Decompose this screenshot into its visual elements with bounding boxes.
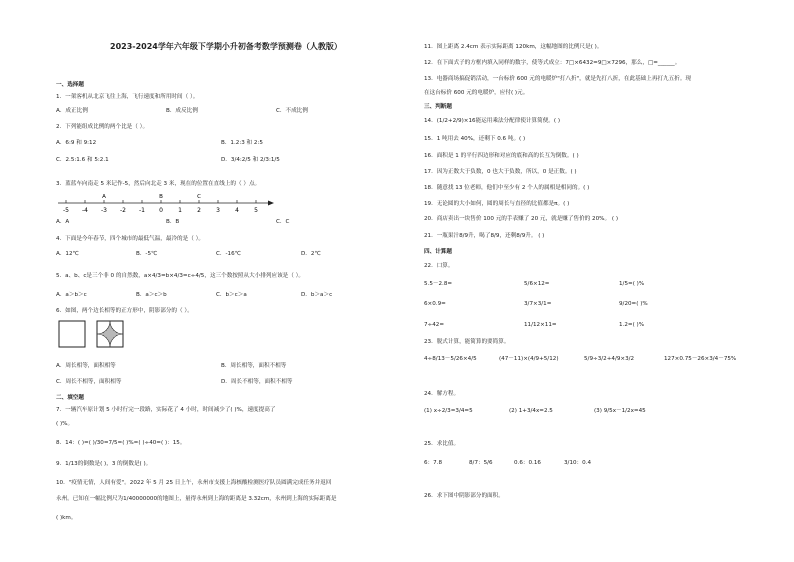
option-4d: D．2℃ [301,251,321,257]
oral-1-3: 1/5=( )% [619,281,645,287]
option-2c: C．2.5:1.6 和 5:2.1 [56,157,109,163]
question-22: 22．口算。 [424,263,454,269]
option-5c: C．b＞c＞a [216,292,247,298]
option-1b: B．成反比例 [166,108,198,114]
question-17: 17．因为正数大于负数，0 也大于负数，所以，0 是正数。( ) [424,169,577,175]
option-3c: C．C [276,219,290,225]
question-1: 1．一架客机从北京飞往上海，飞行速度和所用时间（ ）。 [56,94,199,100]
number-line-point-label: C [197,194,201,200]
number-line-label: -1 [139,207,145,214]
number-line-label: 2 [197,207,201,214]
square-figure-left [58,320,86,348]
oral-2-1: 6×0.9= [424,301,446,307]
question-11: 11．图上距离 2.4cm 表示实际距离 120km，这幅地图的比例尺是( )。 [424,44,603,50]
question-18: 18．随意找 13 位老师，他们中至少有 2 个人的属相是相同的。( ) [424,185,590,191]
number-line-label: -2 [120,207,126,214]
oral-3-1: 7÷42= [424,322,445,328]
oral-1-2: 5/6×12= [524,281,550,287]
question-25: 25．求比值。 [424,441,460,447]
question-24: 24．解方程。 [424,391,460,397]
question-3: 3．蓝蓝车向南走 5 米记作-5，然后向北走 3 米，现在的位置在直线上的（ ）点。 [56,181,261,187]
expr-23-1: 4÷8/13－5/26×4/5 [424,356,477,362]
question-12: 12．在下面式子的方框内填入同样的数字，使等式成立：7□×6432=9□×7296，那么，□=______。 [424,60,681,66]
option-3a: A．A [56,219,70,225]
option-3b: B．B [166,219,180,225]
option-4b: B．-5℃ [136,251,158,257]
number-line-label: -4 [82,207,88,214]
question-21: 21．一瓶果汁8/9升，喝了8/9，还剩8/9升。 ( ) [424,233,545,239]
option-4a: A．12℃ [56,251,79,257]
question-14: 14．(1/2+2/9)×16能运用乘法分配律使计算简便。( ) [424,118,561,124]
oral-3-2: 11/12×11= [524,322,557,328]
option-6a: A．周长相等，面积相等 [56,363,116,369]
question-16: 16．面积是 1 的平行四边形和对应的底和高的长互为倒数。( ) [424,153,579,159]
expr-25-4: 3/10：0.4 [564,460,592,466]
question-10-cont: 永州。已知在一幅比例尺为1/40000000的地图上，量得永州到上海的距离是 3.32cm，永州到上海的实际距离是 [56,496,337,502]
option-2d: D．3/4:2/5 和 2/3:1/5 [221,157,280,163]
option-1a: A．成正比例 [56,108,88,114]
expr-25-2: 8/7：5/6 [469,460,493,466]
section-judge-heading: 三、判断题 [424,104,452,110]
number-line-label: -5 [63,207,69,214]
number-line-label: -3 [101,207,107,214]
question-15: 15．1 吨用去 40%，还剩下 0.6 吨。( ) [424,136,526,142]
option-5d: D．b＞a＞c [301,292,333,298]
option-6b: B．周长相等，面积不相等 [221,363,287,369]
oral-2-3: 9/20=( )% [619,301,648,307]
question-19: 19．无论圆的大小如何，圆的周长与直径的比值都是π。( ) [424,201,570,207]
number-line-label: 5 [254,207,258,214]
question-4: 4．下面是今年春节，四个城市的最低气温，最冷的是（ ）。 [56,236,204,242]
option-1c: C．不成比例 [276,108,308,114]
number-line-label: 1 [178,207,182,214]
expr-24-1: (1) x÷2/3=3/4=5 [424,408,473,414]
oral-2-2: 3/7×3/1= [524,301,552,307]
oral-1-1: 5.5－2.8= [424,281,453,287]
paper-title: 2023-2024学年六年级下学期小升初备考数学预测卷（人教版） [110,42,342,51]
number-line-label: 0 [159,207,163,214]
question-7-cont: ( )%。 [56,421,74,427]
expr-24-3: (3) 9/5x－1/2x=45 [594,408,646,414]
option-5b: B．a＞c＞b [136,292,167,298]
option-5a: A．a＞b＞c [56,292,87,298]
question-6: 6．如图，两个边长相等的正方形中，阴影部分的（ ）。 [56,308,193,314]
number-line-label: 3 [216,207,220,214]
question-23: 23．脱式计算，能简算的要简算。 [424,339,510,345]
section-fill-heading: 二、填空题 [56,395,84,401]
option-6c: C．周长不相等，面积相等 [56,379,122,385]
question-7: 7．一辆汽车原计划 5 小时行完一段路，实际花了 4 小时，时间减少了( )%，速度提高了 [56,407,276,413]
question-8: 8．14：( )=( )/30=7/5=( )%=( )÷40=( )：15。 [56,440,186,446]
question-13-cont: 在这台标价 600 元的电暖炉，应付( )元。 [424,90,529,96]
question-5: 5．a、b、c是三个非 0 的自然数，a×4/3=b×4/3=c÷4/5，这三个数按照从大小排列应该是（ ）。 [56,273,305,279]
number-line [56,191,276,219]
section-calc-heading: 四、计算题 [424,249,452,255]
question-26: 26．求下图中阴影部分的面积。 [424,493,504,499]
expr-24-2: (2) 1+3/4x=2.5 [509,408,553,414]
question-9: 9．1/13的倒数是( )，3 的倒数是( )。 [56,461,152,467]
expr-23-4: 127×0.75－26×3/4－75% [664,356,737,362]
number-line-point-label: A [102,194,106,200]
question-10-answer: ( )km。 [56,515,77,521]
square-figure-right [96,320,124,348]
option-2a: A．6:9 和 9:12 [56,140,97,146]
question-13: 13．电器商场搞促销活动，一台标价 600 元的电暖炉"打八折"，就是先打八折，在此基础上再打九五折。现 [424,76,692,82]
number-line-label: 4 [235,207,239,214]
expr-23-3: 5/9÷3/2+4/9×3/2 [584,356,635,362]
expr-25-1: 6：7.8 [424,460,443,466]
question-10: 10．"疫情无情，人间有爱"。2022 年 5 月 25 日上午，永州市支援上海核酸检测医疗队员圆满完成任务并返回 [56,480,332,486]
question-2: 2．下列能组成比例的两个比是（ ）。 [56,124,149,130]
oral-3-3: 1.2=( )% [619,322,645,328]
option-2b: B．1.2:3 和 2:5 [221,140,263,146]
section-choice-heading: 一、选择题 [56,82,84,88]
number-line-point-label: B [159,194,163,200]
expr-25-3: 0.6：0.16 [514,460,541,466]
option-4c: C．-16℃ [216,251,241,257]
option-6d: D．周长不相等，面积不相等 [221,379,293,385]
question-20: 20．商店卖出一块售价 100 元的手表赚了 20 元，就是赚了售价的 20%。 ( ) [424,216,619,222]
expr-23-2: (47－11)×(4/9+5/12) [499,356,559,362]
